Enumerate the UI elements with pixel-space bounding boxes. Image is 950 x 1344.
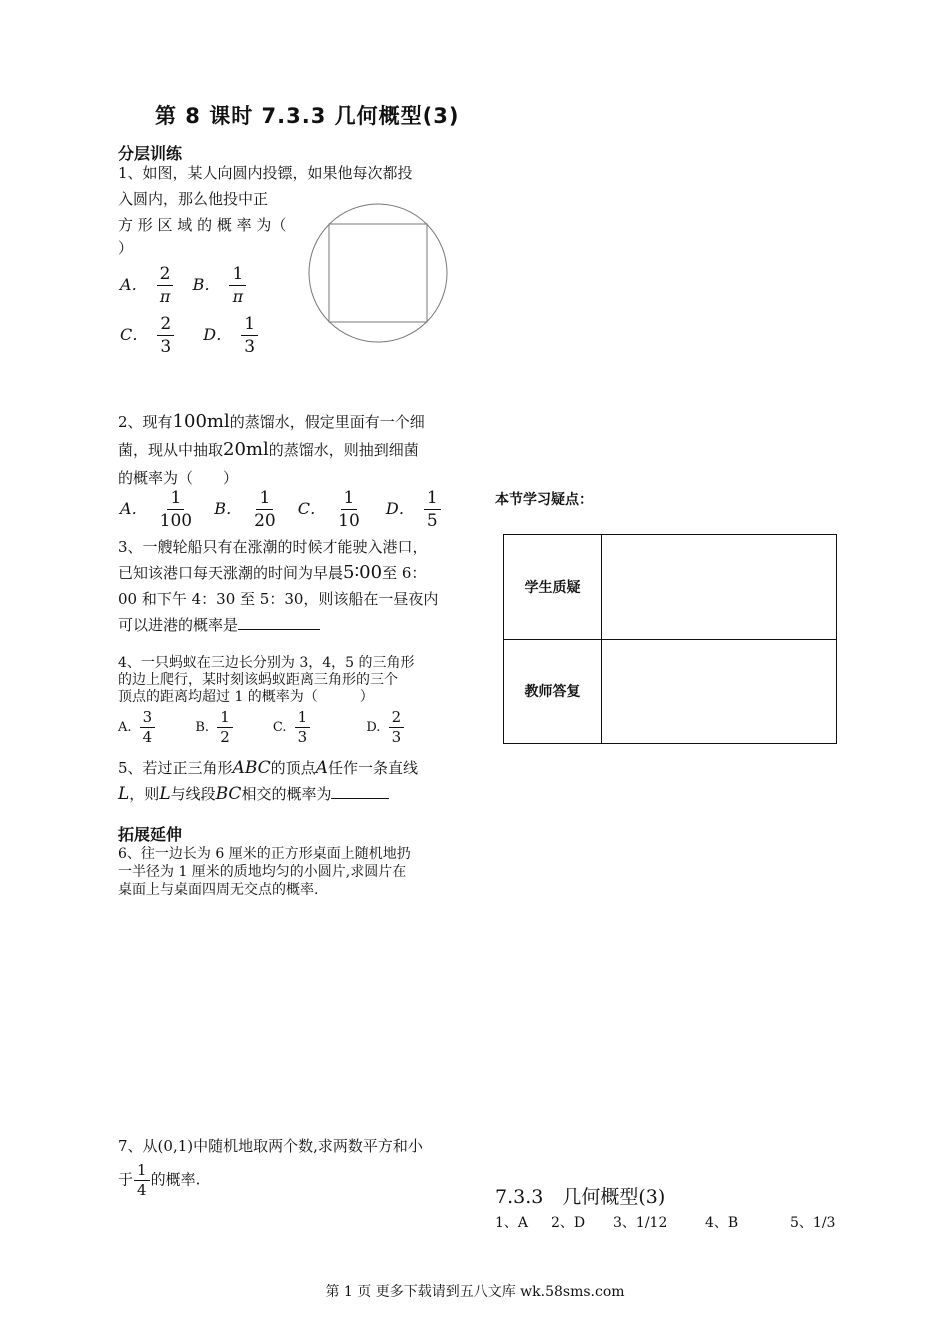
page-footer: 第 1 页 更多下载请到五八文库 wk.58sms.com	[325, 1284, 625, 1300]
q1-option-d-label: D．	[203, 325, 233, 344]
q4-option-a-label: A.	[118, 720, 132, 735]
question-3: 3、一艘轮船只有在涨潮的时候才能驶入港口， 已知该港口每天涨潮的时间为早晨5∶00至 6： 00 和下午 4：30 至 5：30，则该船在一昼夜内 可以进港的概率是	[118, 538, 439, 634]
answer-1: 1、A	[495, 1215, 529, 1231]
q1-options-row1	[120, 263, 250, 308]
student-question-cell[interactable]	[602, 535, 837, 640]
q1-line1: 1、如图，某人向圆内投镖，如果他每次都投	[118, 164, 413, 182]
q3-answer-blank	[238, 629, 320, 630]
q2-option-d-fraction: $\frac{1}{5}$	[424, 487, 441, 532]
q1-option-a-fraction: $\frac{2}{\pi}$	[157, 263, 174, 308]
question-7: 7、从(0,1)中随机地取两个数,求两数平方和小 于 $\frac{1}{4}$ 的概率.	[118, 1137, 423, 1199]
section-heading-layered-training: 分层训练	[118, 144, 183, 163]
q1-option-b-label: B．	[192, 275, 221, 294]
q4-option-d-fraction: $\frac{2}{3}$	[389, 708, 405, 747]
notes-heading: 本节学习疑点：	[495, 492, 593, 508]
q1-option-d-fraction: $\frac{1}{3}$	[241, 313, 258, 358]
q2-amount-2: 20ml	[223, 439, 269, 460]
q7-fraction: $\frac{1}{4}$	[134, 1161, 150, 1200]
q2-option-d-label: D．	[385, 499, 415, 518]
answer-4: 4、B	[705, 1215, 739, 1231]
q1-line4: ）	[118, 239, 134, 257]
q1-option-c-fraction: $\frac{2}{3}$	[157, 313, 174, 358]
notes-row-student	[504, 535, 837, 640]
q2-option-a-fraction: $\frac{1}{100}$	[159, 488, 193, 531]
section-heading-extension: 拓展延伸	[118, 825, 183, 844]
q4-option-a-fraction: $\frac{3}{4}$	[140, 708, 156, 747]
question-2: 2、现有100ml的蒸馏水，假定里面有一个细 菌，现从中抽取20ml的蒸馏水，则抽到细菌 的概率为（ ）	[118, 411, 425, 487]
q3-time: 5∶00	[343, 562, 383, 583]
question-5: 5、若过正三角形ABC的顶点A任作一条直线 L，则L与线段BC相交的概率为	[118, 758, 418, 804]
answer-5: 5、1/3	[790, 1215, 836, 1231]
q1-option-a-label: A．	[120, 275, 148, 294]
q4-option-c-fraction: $\frac{1}{3}$	[295, 708, 311, 747]
q2-option-c-fraction: $\frac{1}{10}$	[338, 488, 360, 531]
answers-title: 7.3.3 几何概型(3)	[495, 1186, 666, 1208]
q1-option-b-fraction: $\frac{1}{\pi}$	[229, 263, 246, 308]
answers-line	[495, 1212, 840, 1230]
q2-amount-1: 100ml	[172, 411, 230, 432]
q4-option-b-label: B.	[195, 720, 210, 735]
student-question-label: 学生质疑	[504, 535, 602, 640]
notes-row-teacher	[504, 639, 837, 744]
page-title: 第 8 课时 7.3.3 几何概型(3)	[155, 104, 460, 128]
answer-3: 3、1/12	[613, 1215, 668, 1231]
q2-option-c-label: C．	[297, 499, 327, 518]
teacher-answer-cell[interactable]	[602, 639, 837, 744]
q5-answer-blank	[331, 798, 389, 799]
question-4: 4、一只蚂蚁在三边长分别为 3，4，5 的三角形 的边上爬行，某时刻该蚂蚁距离三角形的三个 顶点的距离均超过 1 的概率为（ ）	[118, 655, 415, 705]
q2-options	[120, 487, 445, 532]
q2-option-b-label: B．	[214, 499, 242, 518]
q1-line3: 方 形 区 域 的 概 率 为（	[118, 216, 287, 234]
q4-option-c-label: C.	[272, 720, 287, 735]
q2-option-a-label: A．	[120, 499, 148, 518]
answer-2: 2、D	[551, 1215, 586, 1231]
q1-line2: 入圆内，那么他投中正	[118, 190, 269, 208]
circle-square-figure	[307, 202, 449, 344]
teacher-answer-label: 教师答复	[504, 639, 602, 744]
notes-table	[503, 534, 837, 744]
q4-option-d-label: D.	[366, 720, 381, 735]
q4-options	[118, 708, 408, 747]
q4-option-b-fraction: $\frac{1}{2}$	[217, 708, 233, 747]
q1-options-row2	[120, 313, 262, 358]
q1-option-c-label: C．	[120, 325, 149, 344]
q2-option-b-fraction: $\frac{1}{20}$	[254, 488, 276, 531]
question-6: 6、往一边长为 6 厘米的正方形桌面上随机地扔 一半径为 1 厘米的质地均匀的小圆片,求圆片在 桌面上与桌面四周无交点的概率.	[118, 846, 411, 898]
